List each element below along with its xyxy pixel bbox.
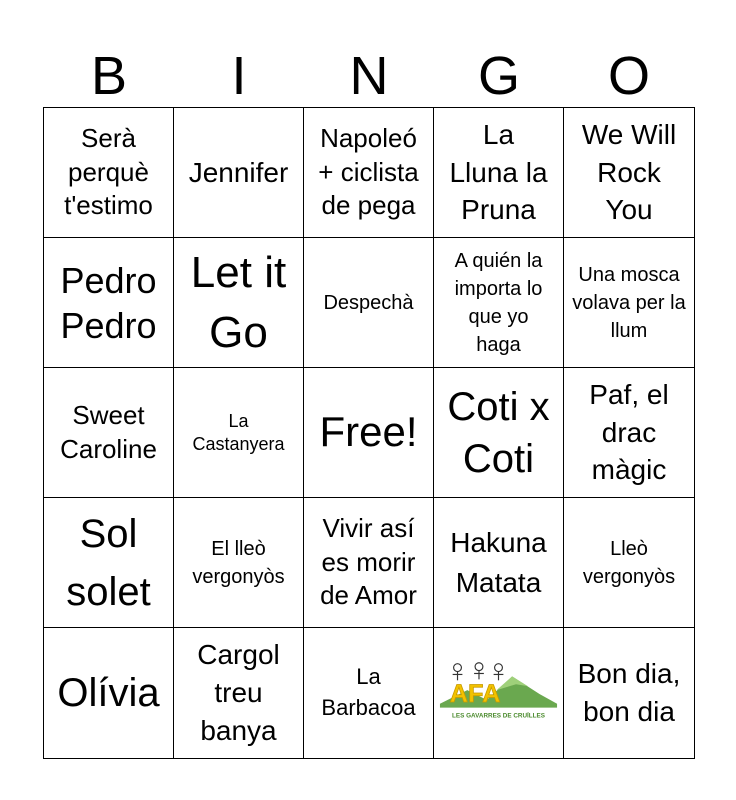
bingo-cell[interactable] (434, 238, 564, 368)
cell-text: La Lluna la Pruna (449, 118, 548, 226)
cell-text: Bon dia, bon dia (577, 658, 681, 727)
bingo-card (43, 107, 695, 759)
bingo-cell[interactable] (304, 108, 434, 238)
bingo-cell[interactable] (434, 498, 564, 628)
bingo-cell[interactable] (44, 628, 174, 758)
bingo-cell[interactable] (304, 498, 434, 628)
cell-text: Cargol treu banya (197, 639, 280, 746)
header-letter-b: B (90, 46, 128, 106)
cell-text: Jennifer (188, 156, 289, 188)
cell-text: El lleò vergonyòs (192, 537, 285, 588)
cell-text: Hakuna Matata (450, 527, 547, 598)
bingo-cell[interactable] (44, 108, 174, 238)
cell-text: Paf, el drac màgic (589, 378, 669, 486)
bingo-cell[interactable] (304, 238, 434, 368)
bingo-cell[interactable] (174, 498, 304, 628)
bingo-cell[interactable] (564, 628, 694, 758)
afa-logo (438, 660, 559, 726)
header-letter-n: N (349, 46, 389, 106)
cell-text: Vivir así es morir de Amor (320, 512, 417, 611)
bingo-cell[interactable] (174, 628, 304, 758)
bingo-cell[interactable] (44, 368, 174, 498)
bingo-cell[interactable] (564, 108, 694, 238)
bingo-cell[interactable] (174, 368, 304, 498)
bingo-cell[interactable] (434, 368, 564, 498)
cell-text: La Barbacoa (321, 664, 416, 720)
bingo-cell[interactable] (304, 628, 434, 758)
cell-text: Pedro Pedro (60, 259, 157, 346)
bingo-cell[interactable] (434, 108, 564, 238)
bingo-cell[interactable] (174, 238, 304, 368)
bingo-cell[interactable] (174, 108, 304, 238)
cell-text: Free! (319, 408, 418, 456)
cell-text: Napoleó + ciclista de pega (318, 122, 419, 221)
bingo-cell-logo[interactable] (434, 628, 564, 758)
cell-text: La Castanyera (192, 411, 285, 454)
cell-text: Let it Go (190, 248, 287, 357)
cell-text: Sol solet (66, 511, 151, 614)
cell-text: A quién la importa lo que yo haga (454, 249, 543, 356)
bingo-cell[interactable] (564, 238, 694, 368)
cell-text: Sweet Caroline (60, 399, 157, 464)
cell-text: We Will Rock You (581, 118, 677, 226)
logo-subtext: LES GAVARRES DE CRUÏLLES (452, 712, 545, 720)
header-letter-o: O (607, 46, 650, 106)
kids-figures (453, 663, 504, 681)
header-letter-g: G (477, 46, 520, 106)
bingo-cell[interactable] (44, 498, 174, 628)
bingo-cell[interactable] (44, 238, 174, 368)
header-letter-i: I (231, 46, 247, 106)
bingo-cell[interactable] (304, 368, 434, 498)
logo-letters: AFA (449, 679, 501, 708)
cell-text: Despechà (323, 291, 414, 314)
bingo-cell[interactable] (564, 368, 694, 498)
cell-text: Una mosca volava per la llum (572, 263, 686, 342)
cell-text: Lleò vergonyòs (582, 537, 676, 588)
bingo-cell[interactable] (564, 498, 694, 628)
cell-text: Olívia (57, 671, 160, 715)
cell-text: Serà perquè t'estimo (64, 122, 153, 221)
cell-text: Coti x Coti (447, 384, 550, 481)
bingo-header (44, 44, 694, 108)
